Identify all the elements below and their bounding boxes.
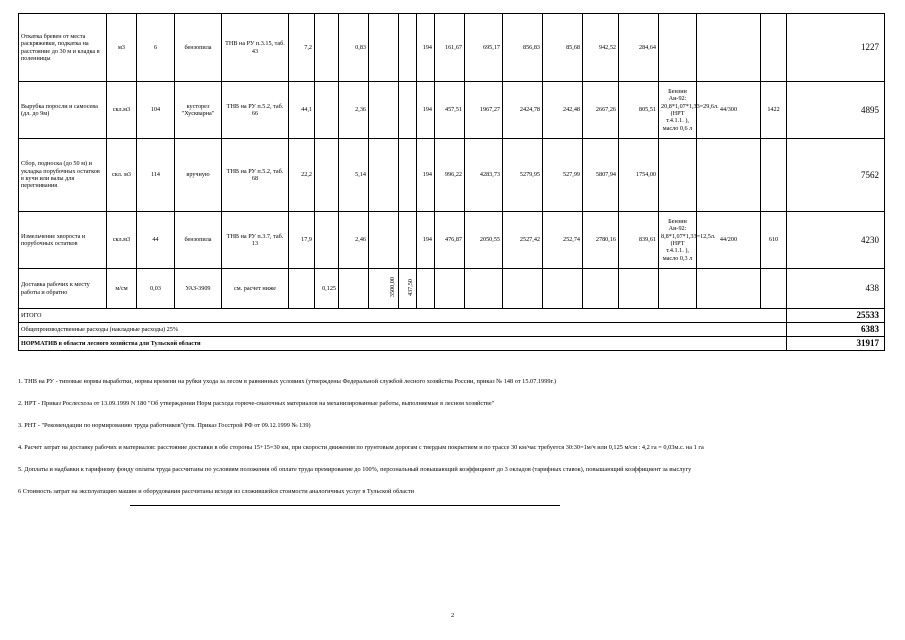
cell-c12 <box>435 269 465 309</box>
footnotes <box>18 378 888 510</box>
cell-norm: ТНВ на РУ п.5.2, таб. 66 <box>222 82 289 139</box>
cell-c11: 194 <box>417 82 435 139</box>
cell-c14 <box>503 269 543 309</box>
cell-total: 4230 <box>787 212 885 269</box>
vertical-value: 437,50 <box>406 278 414 296</box>
cost-table <box>18 13 885 351</box>
summary-label: ИТОГО <box>19 309 787 323</box>
cell-c15: 252,74 <box>543 212 583 269</box>
cell-fuel <box>659 269 697 309</box>
cell-c6: 44,1 <box>289 82 315 139</box>
cell-c15: 85,68 <box>543 14 583 82</box>
cell-c9 <box>369 14 399 82</box>
cell-norm: ТНВ на РУ п.3.7, таб. 13 <box>222 212 289 269</box>
cell-c19 <box>697 14 761 82</box>
table-row <box>19 14 885 82</box>
cell-name: Измельчение хвороста и порубочных остатков <box>19 212 107 269</box>
cell-c20 <box>761 14 787 82</box>
cell-c19: 44/300 <box>697 82 761 139</box>
cell-unit: скл. м3 <box>107 139 137 212</box>
cell-norm: см. расчет ниже <box>222 269 289 309</box>
cell-c19: 44/200 <box>697 212 761 269</box>
cell-c11 <box>417 269 435 309</box>
cell-c8: 2,36 <box>339 82 369 139</box>
cell-c8 <box>339 269 369 309</box>
summary-row <box>19 309 885 323</box>
cell-c15: 527,99 <box>543 139 583 212</box>
cell-c17 <box>619 269 659 309</box>
cell-c14: 856,83 <box>503 14 543 82</box>
cell-qty: 104 <box>137 82 175 139</box>
summary-row <box>19 337 885 351</box>
cell-norm: ТНВ на РУ п.3.15, таб. 43 <box>222 14 289 82</box>
cell-total: 7562 <box>787 139 885 212</box>
cell-c17: 839,61 <box>619 212 659 269</box>
cell-total: 438 <box>787 269 885 309</box>
cell-c14: 5279,95 <box>503 139 543 212</box>
cell-c16 <box>583 269 619 309</box>
table-row <box>19 212 885 269</box>
summary-value: 25533 <box>787 309 885 323</box>
cell-c6: 7,2 <box>289 14 315 82</box>
cell-c8: 5,14 <box>339 139 369 212</box>
cell-c6: 17,9 <box>289 212 315 269</box>
cell-c20 <box>761 269 787 309</box>
cell-c7 <box>315 212 339 269</box>
cell-c14: 2527,42 <box>503 212 543 269</box>
cell-c7 <box>315 14 339 82</box>
cell-c9 <box>369 139 399 212</box>
cell-c10 <box>399 139 417 212</box>
cell-c8: 0,83 <box>339 14 369 82</box>
cell-c19 <box>697 269 761 309</box>
cell-c16: 2780,16 <box>583 212 619 269</box>
cell-name: Доставка рабочих к месту работы и обратно <box>19 269 107 309</box>
cell-total: 4895 <box>787 82 885 139</box>
summary-row <box>19 323 885 337</box>
signature-line <box>130 505 560 506</box>
cell-c10 <box>399 212 417 269</box>
cell-c11: 194 <box>417 139 435 212</box>
cell-c20: 1422 <box>761 82 787 139</box>
cell-unit: м3 <box>107 14 137 82</box>
cell-unit: м/см <box>107 269 137 309</box>
cell-c13: 695,17 <box>465 14 503 82</box>
cell-c10 <box>399 14 417 82</box>
cell-qty: 6 <box>137 14 175 82</box>
footnote: 5. Доплаты и надбавки к тарифному фонду оплаты труда рассчитаны по условиям положения об оплате труда премирование до 100%, персональный повышающий коэффициент до 3 окладов (тарифных ставок), повышающий коэффициент за выслугу <box>18 466 692 473</box>
cell-c11: 194 <box>417 14 435 82</box>
table-row <box>19 139 885 212</box>
footnote: 1. ТНВ на РУ - типовые нормы выработки, нормы времени на рубки ухода за лесом в равнинных условиях (утверждены Федеральной службой лесного хозяйства России, приказ № 148 от 15.07.1999г.) <box>18 378 557 385</box>
summary-label: НОРМАТИВ в области лесного хозяйства для Тульской области <box>19 337 787 351</box>
cell-c13: 4283,73 <box>465 139 503 212</box>
cell-c15: 242,48 <box>543 82 583 139</box>
cell-c14: 2424,78 <box>503 82 543 139</box>
page-number: 2 <box>451 612 455 619</box>
cell-c7: 0,125 <box>315 269 339 309</box>
cell-name: Сбор, подноска (до 50 м) и укладка порубочных остатков в кучи или валы для перегнивания <box>19 139 107 212</box>
vertical-value: 3500,00 <box>388 277 396 298</box>
cell-c9 <box>369 82 399 139</box>
cell-c12: 476,87 <box>435 212 465 269</box>
cell-c6: 22,2 <box>289 139 315 212</box>
cell-unit: скл.м3 <box>107 212 137 269</box>
cell-fuel: Бензин Аи-92: 20,8*1,07*1,33=29,6л. (НРТ т.4.1.1. ), масло 0,6 л <box>659 82 697 139</box>
cell-c17: 1754,00 <box>619 139 659 212</box>
cell-equip: вручную <box>175 139 222 212</box>
cell-c17: 805,51 <box>619 82 659 139</box>
table-row <box>19 82 885 139</box>
cell-c9 <box>369 212 399 269</box>
cell-qty: 114 <box>137 139 175 212</box>
footnote: 3. РНТ - "Рекомендации по нормированию труда работников"(утв. Приказ Госстрой РФ от 09.12.1999 № 139) <box>18 422 311 429</box>
footnote: 2. НРТ - Приказ Рослесхоза от 13.09.1999 N 180 "Об утверждении Норм расхода горюче-смазочных материалов на механизированные работы, выполняемые в лесном хозяйстве" <box>18 400 495 407</box>
table-row <box>19 269 885 309</box>
cell-c20 <box>761 139 787 212</box>
cell-c13 <box>465 269 503 309</box>
cell-c11: 194 <box>417 212 435 269</box>
cell-c15 <box>543 269 583 309</box>
cell-c12: 996,22 <box>435 139 465 212</box>
cell-fuel <box>659 139 697 212</box>
footnote: 4. Расчет затрат на доставку рабочих и материалов: расстояние доставки в обе стороны 15+15=30 км, при скорости движения по грунтовым дорогам с твердым покрытием и по трассе 30 км/час требуется 30:30=1м/ч или 0,125 м/см : 4,2 га = 0,03м.с. на 1 га <box>18 444 704 451</box>
summary-label: Общепроизводственные расходы (накладные расходы) 25% <box>19 323 787 337</box>
summary-value: 6383 <box>787 323 885 337</box>
cell-c12: 457,51 <box>435 82 465 139</box>
cell-qty: 0,03 <box>137 269 175 309</box>
cell-equip: кусторез "Хускварна" <box>175 82 222 139</box>
cell-equip: бензопила <box>175 212 222 269</box>
cell-total: 1227 <box>787 14 885 82</box>
cell-equip: УАЗ-3909 <box>175 269 222 309</box>
cell-c17: 284,64 <box>619 14 659 82</box>
cell-c20: 610 <box>761 212 787 269</box>
cell-c10 <box>399 82 417 139</box>
cell-c7 <box>315 139 339 212</box>
cell-c13: 1967,27 <box>465 82 503 139</box>
cell-fuel <box>659 14 697 82</box>
cell-c10 <box>399 269 417 309</box>
cell-name: Откатка бревен от места раскряжевки, подкатка на расстояние до 30 м и кладка в поленницы <box>19 14 107 82</box>
cell-c12: 161,67 <box>435 14 465 82</box>
cell-c9 <box>369 269 399 309</box>
footnote: 6 Стоимость затрат на эксплуатацию машин и оборудования рассчитаны исходя из сложившейся стоимости аналогичных услуг в Тульской области <box>18 488 415 495</box>
cell-c13: 2050,55 <box>465 212 503 269</box>
summary-value: 31917 <box>787 337 885 351</box>
cell-c16: 942,52 <box>583 14 619 82</box>
cell-c6 <box>289 269 315 309</box>
cell-c8: 2,46 <box>339 212 369 269</box>
cell-c7 <box>315 82 339 139</box>
cost-table-sheet <box>18 13 884 351</box>
cell-c19 <box>697 139 761 212</box>
cell-equip: бензопила <box>175 14 222 82</box>
cell-fuel: Бензин Аи-92: 8,8*1,07*1,33=12,5л. (НРТ т.4.1.1. ), масло 0,3 л <box>659 212 697 269</box>
cell-norm: ТНВ на РУ п.5.2, таб. 68 <box>222 139 289 212</box>
cell-c16: 2667,26 <box>583 82 619 139</box>
cell-c16: 5807,94 <box>583 139 619 212</box>
cell-qty: 44 <box>137 212 175 269</box>
cell-unit: скл.м3 <box>107 82 137 139</box>
cell-name: Вырубка поросли и самосева (дл. до 9м) <box>19 82 107 139</box>
